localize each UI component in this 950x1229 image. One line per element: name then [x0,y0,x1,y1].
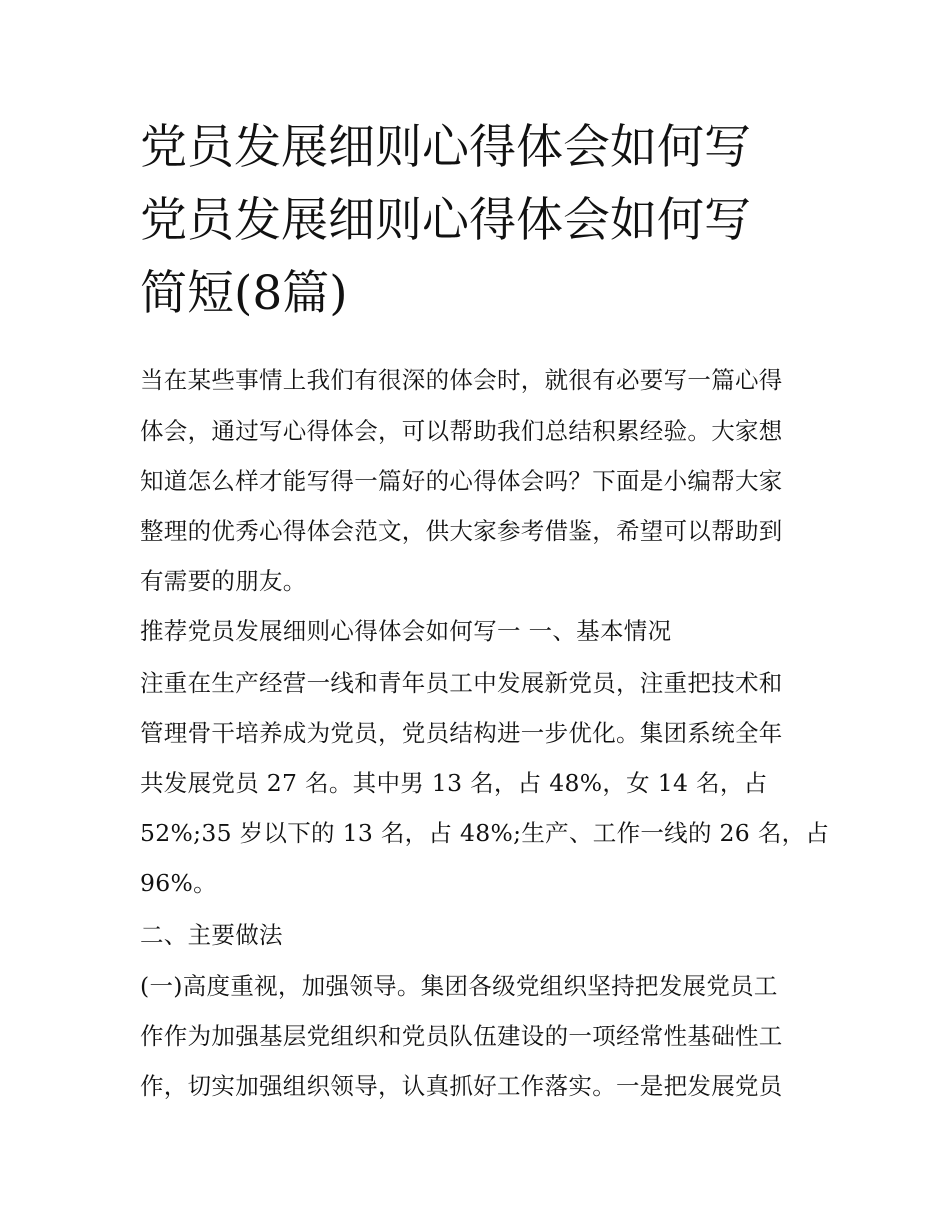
body-line-3: 知道怎么样才能写得一篇好的心得体会吗？下面是小编帮大家 [140,467,783,495]
body-line-11: 96%。 [140,869,217,897]
body-line-5: 有需要的朋友。 [140,567,307,595]
body-line-14: 作作为加强基层党组织和党员队伍建设的一项经常性基础性工 [140,1022,783,1050]
document-title-line-1: 党员发展细则心得体会如何写 [140,120,751,175]
document-title-line-3: 简短(8篇) [140,266,348,321]
body-line-4: 整理的优秀心得体会范文，供大家参考借鉴，希望可以帮助到 [140,517,783,545]
body-line-15: 作，切实加强组织领导，认真抓好工作落实。一是把发展党员 [140,1072,783,1100]
body-line-8: 管理骨干培养成为党员，党员结构进一步优化。集团系统全年 [140,719,783,747]
body-line-2: 体会，通过写心得体会，可以帮助我们总结积累经验。大家想 [140,417,783,445]
document-title-line-2: 党员发展细则心得体会如何写 [140,193,751,248]
body-line-10: 52%;35 岁以下的 13 名，占 48%;生产、工作一线的 26 名，占 [140,819,830,847]
body-line-1: 当在某些事情上我们有很深的体会时，就很有必要写一篇心得 [140,366,783,394]
section-heading-main-practices: 二、主要做法 [140,921,283,949]
body-line-13: (一)高度重视，加强领导。集团各级党组织坚持把发展党员工 [140,972,778,1000]
body-line-7: 注重在生产经营一线和青年员工中发展新党员，注重把技术和 [140,669,783,697]
body-line-9: 共发展党员 27 名。其中男 13 名，占 48%，女 14 名，占 [140,769,768,797]
section-heading-recommendation: 推荐党员发展细则心得体会如何写一 一、基本情况 [140,617,672,645]
